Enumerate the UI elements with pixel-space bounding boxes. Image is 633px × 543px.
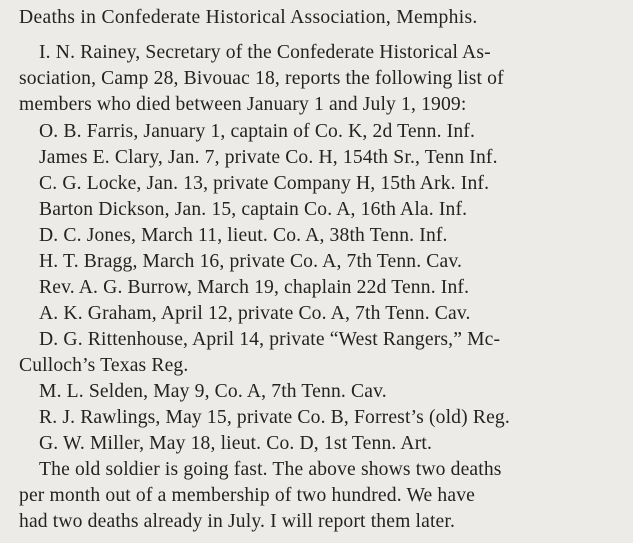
member-entry: R. J. Rawlings, May 15, private Co. B, Forrest’s (old) Reg. [39,407,510,428]
member-entry: O. B. Farris, January 1, captain of Co. K, 2d Tenn. Inf. [39,121,476,142]
member-entry: D. G. Rittenhouse, April 14, private “West Rangers,” Mc- [39,329,501,350]
member-entry: D. C. Jones, March 11, lieut. Co. A, 38th Tenn. Inf. [39,225,448,246]
member-entry: H. T. Bragg, March 16, private Co. A, 7th Tenn. Cav. [39,251,463,272]
closing-line: had two deaths already in July. I will report them later. [19,511,456,532]
member-entry: James E. Clary, Jan. 7, private Co. H, 154th Sr., Tenn Inf. [39,147,498,168]
member-entry: Rev. A. G. Burrow, March 19, chaplain 22d Tenn. Inf. [39,277,470,298]
closing-line: The old soldier is going fast. The above shows two deaths [39,459,502,480]
member-entry: G. W. Miller, May 18, lieut. Co. D, 1st Tenn. Art. [39,433,433,454]
article-title: Deaths in Confederate Historical Association, Memphis. [19,7,478,28]
member-entry-continuation: Culloch’s Texas Reg. [19,355,189,376]
intro-line: I. N. Rainey, Secretary of the Confederate Historical As- [39,42,491,63]
member-entry: M. L. Selden, May 9, Co. A, 7th Tenn. Cav. [39,381,387,402]
member-entry: A. K. Graham, April 12, private Co. A, 7th Tenn. Cav. [39,303,471,324]
intro-line: sociation, Camp 28, Bivouac 18, reports the following list of [19,68,504,89]
member-entry: C. G. Locke, Jan. 13, private Company H, 15th Ark. Inf. [39,173,490,194]
closing-line: per month out of a membership of two hundred. We have [19,485,476,506]
intro-line: members who died between January 1 and July 1, 1909: [19,94,467,115]
member-entry: Barton Dickson, Jan. 15, captain Co. A, 16th Ala. Inf. [39,199,468,220]
